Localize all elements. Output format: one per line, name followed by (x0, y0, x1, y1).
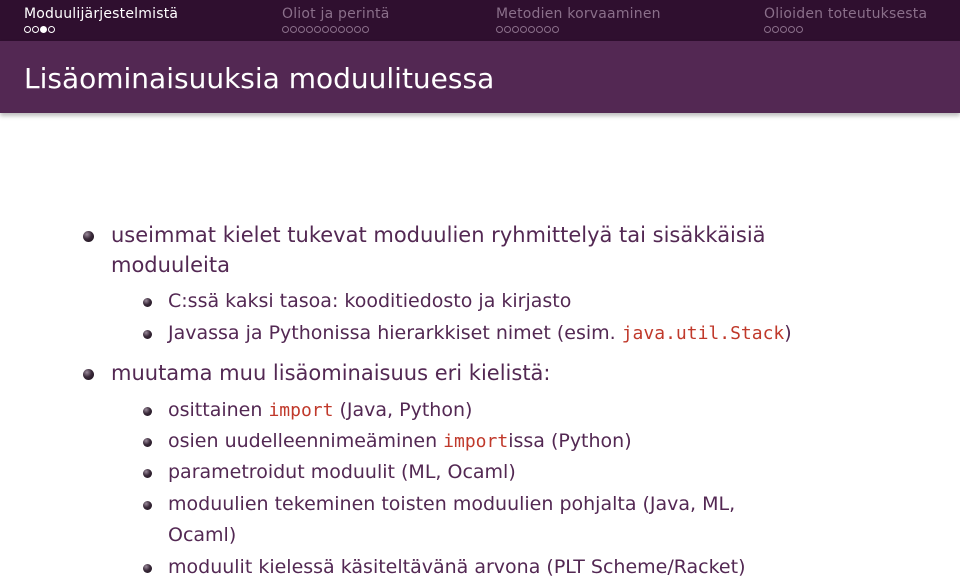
item-text: moduulien tekeminen toisten moduulien pohjalta (Java, ML, (168, 493, 736, 515)
item-text: Javassa ja Pythonissa hierarkkiset nimet (esim. (168, 322, 622, 344)
bullet-ball-icon (143, 501, 152, 510)
item-text: muutama muu lisäominaisuus eri kielistä: (111, 361, 551, 385)
sub-bullet-item (168, 430, 632, 452)
bullet-ball-icon (143, 298, 152, 307)
nav-section-title[interactable]: Oliot ja perintä (282, 6, 390, 22)
frame-nav-dot-icon[interactable] (772, 26, 779, 33)
frame-nav-dot-icon[interactable] (764, 26, 771, 33)
bullet-ball-icon (83, 369, 94, 380)
frame-nav-dot-icon[interactable] (32, 26, 39, 33)
frame-nav-dot-icon[interactable] (544, 26, 551, 33)
item-text: osittainen (168, 399, 269, 421)
item-text: ) (784, 322, 792, 344)
bullet-item (111, 361, 551, 385)
frame-title-bar (0, 41, 960, 113)
item-text: osien uudelleennimeäminen (168, 430, 444, 452)
frame-nav-dot-icon[interactable] (504, 26, 511, 33)
frame-nav-dot-icon[interactable] (282, 26, 289, 33)
navigation-bar (0, 0, 960, 41)
nav-section-olioiden-toteutuksesta[interactable] (764, 6, 927, 35)
item-text: C:ssä kaksi tasoa: kooditiedosto ja kirjasto (168, 290, 572, 312)
frame-nav-dot-icon[interactable] (354, 26, 361, 33)
nav-dots (282, 26, 390, 35)
nav-dots (764, 26, 927, 35)
sub-bullet-item (168, 556, 745, 578)
nav-section-title[interactable]: Moduulijärjestelmistä (24, 6, 179, 22)
frame-nav-dot-icon[interactable] (796, 26, 803, 33)
sub-bullet-item (168, 399, 472, 421)
code-snippet: import (443, 431, 509, 452)
frame-nav-dot-icon[interactable] (346, 26, 353, 33)
bullet-ball-icon (143, 330, 152, 339)
item-text: parametroidut moduulit (ML, Ocaml) (168, 461, 516, 483)
nav-section-moduulijarjestelmista[interactable] (24, 6, 178, 35)
nav-dots (496, 26, 661, 35)
nav-section-title[interactable]: Olioiden toteutuksesta (764, 6, 928, 22)
frame-nav-dot-icon[interactable] (40, 26, 47, 33)
frame-nav-dot-icon[interactable] (780, 26, 787, 33)
sub-bullet-item (168, 290, 571, 312)
frame-nav-dot-icon[interactable] (788, 26, 795, 33)
bullet-ball-icon (83, 231, 94, 242)
frame-title: Lisäominaisuuksia moduulituessa (24, 62, 495, 95)
frame-nav-dot-icon[interactable] (322, 26, 329, 33)
frame-nav-dot-icon[interactable] (48, 26, 55, 33)
frame-nav-dot-icon[interactable] (552, 26, 559, 33)
bullet-ball-icon (143, 469, 152, 478)
frame-nav-dot-icon[interactable] (298, 26, 305, 33)
frame-nav-dot-icon[interactable] (306, 26, 313, 33)
sub-bullet-item (168, 322, 792, 344)
bullet-ball-icon (143, 407, 152, 416)
code-snippet: import (268, 400, 334, 421)
frame-nav-dot-icon[interactable] (314, 26, 321, 33)
bullet-item (111, 223, 766, 247)
frame-nav-dot-icon[interactable] (24, 26, 31, 33)
bullet-item-continuation (111, 253, 230, 277)
frame-nav-dot-icon[interactable] (290, 26, 297, 33)
sub-bullet-item-continuation (168, 524, 236, 546)
frame-nav-dot-icon[interactable] (512, 26, 519, 33)
frame-nav-dot-icon[interactable] (528, 26, 535, 33)
frame-nav-dot-icon[interactable] (536, 26, 543, 33)
frame-nav-dot-icon[interactable] (362, 26, 369, 33)
code-snippet: java.util.Stack (621, 323, 785, 344)
nav-section-oliot-ja-perinta[interactable] (282, 6, 390, 35)
nav-dots (24, 26, 178, 35)
item-text: (Java, Python) (333, 399, 473, 421)
sub-bullet-item (168, 493, 735, 515)
nav-section-metodien-korvaaminen[interactable] (496, 6, 661, 35)
sub-bullet-item (168, 461, 516, 483)
nav-section-title[interactable]: Metodien korvaaminen (496, 6, 661, 22)
item-text: useimmat kielet tukevat moduulien ryhmittelyä tai sisäkkäisiä (111, 223, 766, 247)
item-text: issa (Python) (508, 430, 632, 452)
frame-nav-dot-icon[interactable] (520, 26, 527, 33)
item-text: moduuleita (111, 253, 230, 277)
bullet-ball-icon (143, 564, 152, 573)
frame-nav-dot-icon[interactable] (330, 26, 337, 33)
item-text: Ocaml) (168, 524, 237, 546)
frame-nav-dot-icon[interactable] (496, 26, 503, 33)
frame-nav-dot-icon[interactable] (338, 26, 345, 33)
item-text: moduulit kielessä käsiteltävänä arvona (PLT Scheme/Racket) (168, 556, 746, 578)
bullet-ball-icon (143, 438, 152, 447)
